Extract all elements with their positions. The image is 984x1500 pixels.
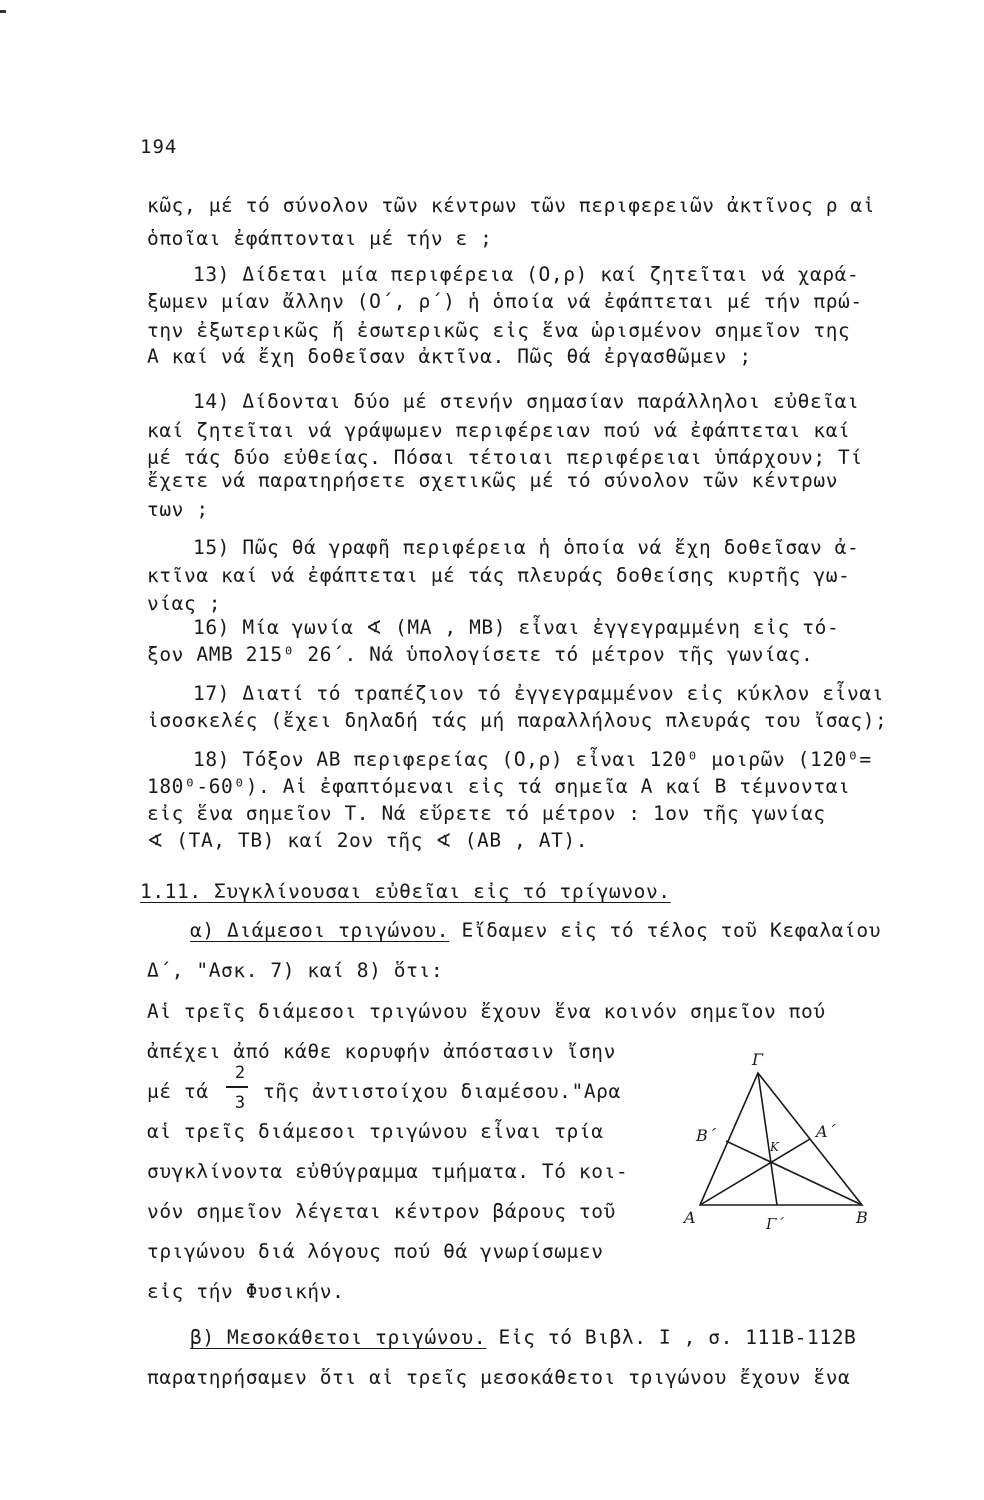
text-line: Α καί νά ἔχη δοθεῖσαν ἀκτῖνα. Πῶς θά ἐργασθῶμεν ; [147,345,752,368]
text-line: ∢ (ΤΑ, ΤΒ) καί 2ον τῆς ∢ (ΑΒ , ΑΤ). [147,829,589,852]
exercise-18: 18) Τόξον ΑΒ περιφερείας (Ο,ρ) εἶναι 120⁰ μοιρῶν (120⁰= [193,748,872,771]
fraction-numerator: 2 [234,1063,246,1083]
text-line: παρατηρήσαμεν ὅτι αἱ τρεῖς μεσοκάθετοι τριγώνου ἔχουν ἕνα [147,1366,851,1389]
vertex-label-a: Α [684,1208,696,1227]
text-line: 180⁰-60⁰). Αἱ ἐφαπτόμεναι εἰς τά σημεῖα Α καί Β τέμνονται [147,775,851,798]
midpoint-label-b1: Β΄ [696,1126,716,1145]
text-line: Δ΄, "Ασκ. 7) καί 8) ὅτι: [147,959,444,982]
text-line: τριγώνου διά λόγους πού θά γνωρίσωμεν [147,1240,604,1263]
text-line: ἔχετε νά παρατηρήσετε σχετικῶς μέ τό σύνολον τῶν κέντρων [147,469,839,492]
text-line: συγκλίνοντα εὐθύγραμμα τμήματα. Τό κοι- [147,1160,629,1183]
exercise-15: 15) Πῶς θά γραφῆ περιφέρεια ἡ ὁποία νά ἔχη δοθεῖσαν ἀ- [193,536,860,559]
centroid-label-k: Κ [770,1140,779,1154]
paragraph-b-text: Εἰς τό Βιβλ. Ι , σ. 111Β-112Β [486,1326,857,1349]
midpoint-label-a1: Α΄ [816,1122,836,1141]
text-line-fraction-end: τῆς ἀντιστοίχου διαμέσου."Αρα [263,1080,621,1103]
median-b [726,1141,862,1205]
text-line: των ; [147,498,209,521]
text-line: κῶς, μέ τό σύνολον τῶν κέντρων τῶν περιφερειῶν ἀκτῖνος ρ αἱ [147,194,876,217]
text-line: νίας ; [147,592,222,615]
fraction-bar [226,1086,248,1088]
text-line: εἰς ἕνα σημεῖον Τ. Νά εὕρετε τό μέτρον : 1ον τῆς γωνίας [147,802,826,825]
triangle-abg [700,1073,862,1205]
text-line: μέ τάς δύο εὐθείας. Πόσαι τέτοιαι περιφέρειαι ὑπάρχουν; Τί [147,446,863,469]
section-heading: 1.11. Συγκλίνουσαι εὐθεῖαι εἰς τό τρίγωνον. [140,880,671,903]
theorem-line: Αἱ τρεῖς διάμεσοι τριγώνου ἔχουν ἕνα κοινόν σημεῖον πού [147,1000,826,1023]
triangle-medians-figure [680,1045,890,1235]
text-line: εἰς τήν Φυσικήν. [147,1280,345,1303]
text-line: νόν σημεῖον λέγεται κέντρον βάρους τοῦ [147,1200,616,1223]
exercise-17: 17) Διατί τό τραπέζιον τό ἐγγεγραμμένον εἰς κύκλον εἶναι [193,682,885,705]
text-line: ἰσοσκελές (ἔχει δηλαδή τάς μή παραλλήλους πλευράς του ἴσας); [147,709,888,732]
text-line: ξον ΑΜΒ 215⁰ 26΄. Νά ὑπολογίσετε τό μέτρον τῆς γωνίας. [147,643,814,666]
exercise-16: 16) Μία γωνία ∢ (ΜΑ , ΜΒ) εἶναι ἐγγεγραμμένη εἰς τό- [193,616,840,639]
text-line: ξωμεν μίαν ἄλλην (Ο΄, ρ΄) ἡ ὁποία νά ἐφάπτεται μέ τήν πρώ- [147,290,863,313]
exercise-14: 14) Δίδονται δύο μέ στενήν σημασίαν παράλληλοι εὐθεῖαι [193,390,860,413]
paragraph-b-first-line [190,1328,856,1348]
text-line: καί ζητεῖται νά γράψωμεν περιφέρειαν πού νά ἐφάπτεται καί [147,419,851,442]
page-number: 194 [140,136,178,158]
triangle-diagram [680,1045,890,1235]
text-line: ἀπέχει ἀπό κάθε κορυφήν ἀπόστασιν ἴσην [147,1040,616,1063]
paragraph-a-text: Εἴδαμεν εἰς τό τέλος τοῦ Κεφαλαίου [449,919,882,942]
text-line: την ἐξωτερικῶς ἤ ἐσωτερικῶς εἰς ἕνα ὡρισμένον σημεῖον της [147,319,851,342]
vertex-label-b: Β [856,1208,868,1227]
text-line: κτῖνα καί νά ἐφάπτεται μέ τάς πλευράς δοθείσης κυρτῆς γω- [147,564,851,587]
text-line: ὁποῖαι ἐφάπτονται μέ τήν ε ; [147,227,493,250]
paragraph-a-first-line [190,921,881,941]
scan-edge-mark [0,10,6,13]
fraction-denominator: 3 [234,1093,246,1113]
midpoint-label-g1: Γ΄ [766,1215,784,1233]
text-line: αἱ τρεῖς διάμεσοι τριγώνου εἶναι τρία [147,1120,604,1143]
paragraph-a-label: α) Διάμεσοι τριγώνου. [190,919,450,942]
exercise-13: 13) Δίδεται μία περιφέρεια (Ο,ρ) καί ζητεῖται νά χαρά- [193,263,860,286]
text-line-fraction-start: μέ τά [147,1080,209,1103]
vertex-label-g: Γ [752,1050,764,1069]
paragraph-b-label: β) Μεσοκάθετοι τριγώνου. [190,1326,487,1349]
